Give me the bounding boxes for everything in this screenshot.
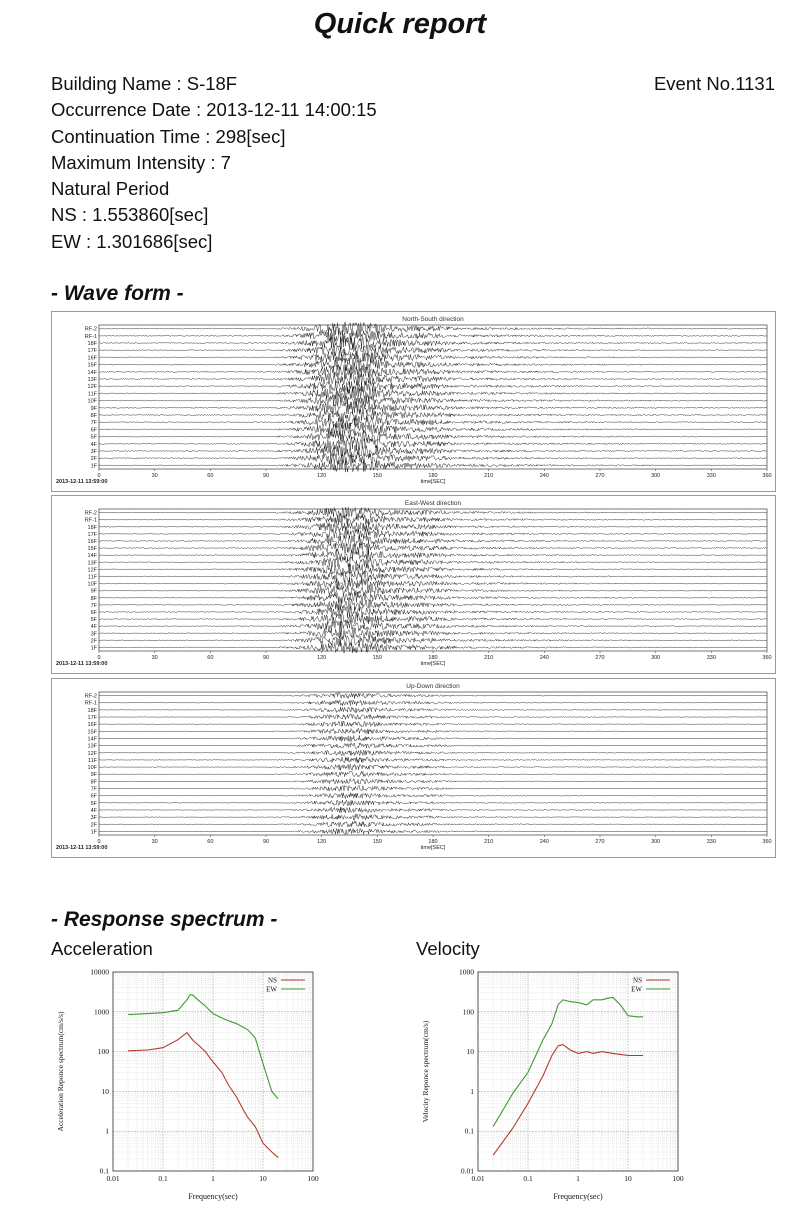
channel-trace <box>99 743 767 749</box>
x-tick-label: 0 <box>97 839 101 845</box>
spectrum-heading: - Response spectrum - <box>51 908 278 931</box>
channel-label: 9F <box>90 772 97 779</box>
y-tick-label: 1 <box>470 1086 474 1096</box>
ns-period: NS : 1.553860[sec] <box>51 204 209 225</box>
x-tick-label: 120 <box>317 655 327 661</box>
channel-trace <box>99 564 767 575</box>
x-tick-label: 0 <box>97 655 101 661</box>
channel-label: 7F <box>90 786 97 793</box>
channel-label: 16F <box>87 355 97 362</box>
channel-trace <box>99 578 767 589</box>
channel-label: 8F <box>90 413 97 419</box>
channel-trace <box>99 599 767 610</box>
acceleration-spectrum-chart <box>51 962 341 1207</box>
channel-label: 15F <box>87 729 97 736</box>
channel-trace <box>99 571 767 581</box>
channel-label: 1F <box>90 829 97 836</box>
x-tick-label: 330 <box>706 839 716 845</box>
x-tick-label: 0.01 <box>471 1174 485 1183</box>
x-tick-label: 0.01 <box>106 1174 120 1183</box>
velocity-spectrum-chart <box>416 962 706 1207</box>
waveform-plot-frame <box>99 692 767 835</box>
channel-trace <box>99 585 767 595</box>
x-tick-label: 120 <box>317 839 327 845</box>
channel-label: 9F <box>90 405 97 412</box>
x-tick-label: 30 <box>151 473 158 479</box>
channel-label: 10F <box>87 765 97 772</box>
channel-trace <box>99 409 767 421</box>
x-tick-label: 330 <box>706 473 716 479</box>
channel-label: 11F <box>87 574 97 581</box>
x-tick-label: 210 <box>484 839 494 845</box>
channel-label: 13F <box>87 743 97 750</box>
channel-label: 4F <box>90 441 97 448</box>
waveform-plot-frame <box>99 325 767 469</box>
channel-trace <box>99 728 767 734</box>
x-tick-label: 120 <box>317 473 327 479</box>
channel-trace <box>99 821 767 827</box>
y-tick-label: 10 <box>101 1086 109 1096</box>
channel-trace <box>99 430 767 443</box>
channel-trace <box>99 395 767 407</box>
x-tick-label: 360 <box>762 655 772 661</box>
x-tick-label: 10 <box>259 1174 267 1183</box>
channel-trace <box>99 543 767 554</box>
legend-label-ew: EW <box>266 985 277 994</box>
x-tick-label: 270 <box>595 655 605 661</box>
channel-trace <box>99 750 767 756</box>
report-title: Quick report <box>313 8 487 40</box>
channel-label: 14F <box>87 736 97 743</box>
x-tick-label: 150 <box>372 655 382 661</box>
series-line-ew <box>128 995 278 1099</box>
channel-label: 15F <box>87 362 97 369</box>
channel-trace <box>99 529 767 540</box>
x-tick-label: 150 <box>372 839 382 845</box>
x-tick-label: 90 <box>262 839 270 845</box>
x-axis-label: time[SEC] <box>420 661 446 667</box>
channel-label: 18F <box>87 707 97 714</box>
channel-label: 3F <box>90 449 97 455</box>
natural-period-label: Natural Period <box>51 178 170 199</box>
y-tick-label: 1 <box>105 1126 109 1136</box>
channel-label: 13F <box>87 560 97 567</box>
x-tick-label: 90 <box>262 473 270 479</box>
channel-trace <box>99 322 767 335</box>
x-tick-label: 10 <box>624 1174 632 1183</box>
x-axis-label: Frequency(sec) <box>553 1192 603 1201</box>
channel-trace <box>99 535 767 546</box>
channel-label: 12F <box>87 567 97 574</box>
x-tick-label: 0 <box>97 473 101 479</box>
x-tick-label: 300 <box>651 473 661 479</box>
channel-label: 17F <box>87 348 97 355</box>
y-tick-label: 1000 <box>459 967 474 977</box>
start-time-label: 2013-12-11 13:59:00 <box>56 845 108 851</box>
x-tick-label: 180 <box>428 655 438 661</box>
x-tick-label: 1 <box>211 1174 215 1183</box>
y-tick-label: 0.1 <box>464 1126 474 1136</box>
x-tick-label: 180 <box>428 839 438 845</box>
channel-label: 11F <box>87 391 97 398</box>
channel-label: RF-1 <box>84 333 97 340</box>
channel-label: 1F <box>90 645 97 652</box>
x-axis-label: time[SEC] <box>420 479 446 485</box>
waveform-heading: - Wave form - <box>51 282 184 305</box>
x-tick-label: 150 <box>372 473 382 479</box>
legend-label-ew: EW <box>631 985 642 994</box>
event-number: Event No.1131 <box>653 73 775 94</box>
channel-trace <box>99 785 767 791</box>
channel-label: 3F <box>90 631 97 638</box>
channel-trace <box>99 693 767 699</box>
channel-label: 6F <box>90 427 97 434</box>
channel-trace <box>99 358 767 371</box>
channel-trace <box>99 550 767 561</box>
x-axis-label: Frequency(sec) <box>188 1192 238 1201</box>
x-tick-label: 100 <box>672 1174 684 1183</box>
channel-trace <box>99 521 767 532</box>
y-tick-label: 0.1 <box>99 1166 109 1176</box>
channel-trace <box>99 556 767 567</box>
x-tick-label: 300 <box>651 839 661 845</box>
waveform-panel-title: Up-Down direction <box>406 683 460 690</box>
x-tick-label: 100 <box>307 1174 319 1183</box>
x-tick-label: 240 <box>539 473 549 479</box>
y-tick-label: 10 <box>466 1047 474 1057</box>
channel-label: 4F <box>90 624 97 631</box>
channel-label: 11F <box>87 757 97 764</box>
channel-trace <box>99 330 767 343</box>
start-time-label: 2013-12-11 13:59:00 <box>56 661 108 667</box>
series-line-ns <box>128 1033 278 1158</box>
channel-label: 14F <box>87 553 97 560</box>
channel-trace <box>99 606 767 618</box>
x-tick-label: 30 <box>151 655 158 661</box>
channel-trace <box>99 344 767 357</box>
channel-trace <box>99 829 767 835</box>
channel-label: 15F <box>87 546 97 553</box>
waveform-panel-ud <box>51 678 776 858</box>
channel-trace <box>99 336 767 349</box>
channel-label: 7F <box>90 420 97 427</box>
channel-label: 10F <box>87 398 97 405</box>
channel-label: 9F <box>90 588 97 595</box>
x-tick-label: 180 <box>428 473 438 479</box>
y-tick-label: 10000 <box>90 967 109 977</box>
channel-trace <box>99 700 767 706</box>
x-tick-label: 210 <box>484 473 494 479</box>
channel-trace <box>99 437 767 451</box>
channel-label: 16F <box>87 722 97 729</box>
channel-label: 17F <box>87 715 97 722</box>
channel-label: 5F <box>90 617 97 624</box>
channel-trace <box>99 614 767 624</box>
x-tick-label: 1 <box>576 1174 580 1183</box>
channel-label: RF-1 <box>84 700 97 707</box>
channel-trace <box>99 735 767 741</box>
channel-label: 12F <box>87 750 97 757</box>
channel-trace <box>99 592 767 603</box>
channel-trace <box>99 814 767 820</box>
velocity-label: Velocity <box>416 938 480 959</box>
channel-label: 8F <box>90 595 97 602</box>
x-tick-label: 210 <box>484 655 494 661</box>
x-tick-label: 270 <box>595 839 605 845</box>
x-tick-label: 60 <box>207 473 214 479</box>
waveform-panel-title: East-West direction <box>404 500 462 507</box>
x-tick-label: 30 <box>151 839 158 845</box>
x-tick-label: 330 <box>706 655 716 661</box>
channel-trace <box>99 771 767 777</box>
channel-label: 5F <box>90 434 97 441</box>
channel-label: 4F <box>90 807 97 814</box>
channel-trace <box>99 373 767 386</box>
channel-label: 10F <box>87 581 97 588</box>
x-tick-label: 240 <box>539 839 549 845</box>
occurrence-date: Occurrence Date : 2013-12-11 14:00:15 <box>51 99 377 120</box>
continuation-time: Continuation Time : 298[sec] <box>51 126 286 147</box>
x-tick-label: 0.1 <box>158 1174 168 1183</box>
ew-period: EW : 1.301686[sec] <box>51 231 213 252</box>
x-tick-label: 360 <box>762 473 772 479</box>
channel-label: 2F <box>90 638 97 645</box>
acceleration-label: Acceleration <box>51 938 153 959</box>
x-tick-label: 90 <box>262 655 270 661</box>
channel-trace <box>99 514 767 525</box>
channel-label: 8F <box>90 779 97 786</box>
channel-label: RF-2 <box>84 326 97 333</box>
channel-trace <box>99 714 767 720</box>
channel-label: 18F <box>87 341 97 347</box>
channel-label: RF-2 <box>84 693 97 700</box>
y-tick-label: 0.01 <box>460 1166 474 1176</box>
channel-label: 5F <box>90 800 97 807</box>
channel-trace <box>99 757 767 763</box>
channel-trace <box>99 793 767 799</box>
x-axis-label: time[SEC] <box>420 845 446 851</box>
channel-label: 12F <box>87 384 97 391</box>
x-tick-label: 270 <box>595 473 605 479</box>
channel-label: 2F <box>90 456 97 463</box>
waveform-panel-ns <box>51 311 776 492</box>
channel-label: 3F <box>90 815 97 822</box>
x-tick-label: 360 <box>762 839 772 845</box>
maximum-intensity: Maximum Intensity : 7 <box>51 152 231 173</box>
y-tick-label: 100 <box>462 1007 474 1017</box>
channel-trace <box>99 800 767 806</box>
y-axis-label: Acceleration Reponce spectrum(cm/s/s) <box>56 1011 65 1132</box>
y-axis-label: Velocity Reponce spectrum(cm/s) <box>421 1020 430 1123</box>
channel-label: RF-2 <box>84 510 97 517</box>
channel-label: 1F <box>90 463 97 470</box>
channel-label: 7F <box>90 602 97 609</box>
channel-label: 17F <box>87 531 97 538</box>
x-tick-label: 300 <box>651 655 661 661</box>
channel-trace <box>99 628 767 639</box>
x-tick-label: 0.1 <box>523 1174 533 1183</box>
channel-label: 6F <box>90 609 97 616</box>
waveform-panel-title: North-South direction <box>402 316 464 323</box>
x-tick-label: 240 <box>539 655 549 661</box>
channel-trace <box>99 707 767 713</box>
channel-label: 18F <box>87 524 97 531</box>
x-tick-label: 60 <box>207 655 214 661</box>
channel-trace <box>99 621 767 632</box>
legend-label-ns: NS <box>268 976 277 985</box>
channel-label: 6F <box>90 793 97 800</box>
legend-label-ns: NS <box>633 976 642 985</box>
channel-label: 2F <box>90 822 97 829</box>
building-name: Building Name : S-18F <box>51 73 238 94</box>
channel-trace <box>99 636 767 647</box>
channel-trace <box>99 351 767 365</box>
channel-trace <box>99 365 767 378</box>
channel-trace <box>99 779 767 785</box>
waveform-panel-ew <box>51 495 776 674</box>
channel-trace <box>99 380 767 392</box>
channel-trace <box>99 721 767 727</box>
channel-label: 14F <box>87 369 97 376</box>
channel-trace <box>99 807 767 813</box>
channel-label: 13F <box>87 377 97 383</box>
series-line-ns <box>493 1045 643 1156</box>
channel-trace <box>99 507 767 518</box>
channel-trace <box>99 764 767 770</box>
channel-label: RF-1 <box>84 517 97 524</box>
y-tick-label: 1000 <box>94 1007 109 1017</box>
waveform-plot-frame <box>99 509 767 651</box>
start-time-label: 2013-12-11 13:59:00 <box>56 479 108 485</box>
channel-trace <box>99 452 767 465</box>
channel-label: 16F <box>87 538 97 545</box>
x-tick-label: 60 <box>207 839 214 845</box>
y-tick-label: 100 <box>97 1047 109 1057</box>
